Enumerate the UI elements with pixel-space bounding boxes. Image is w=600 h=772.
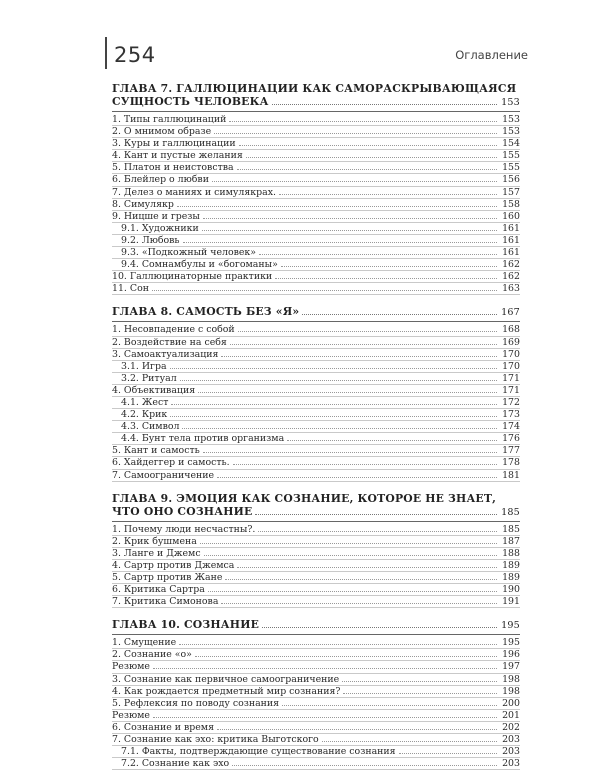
dot-leader <box>246 157 497 158</box>
entry-page-number: 187 <box>502 535 520 547</box>
entry-title: 4. Сартр против Джемса <box>112 559 235 571</box>
chapter-page-number: 195 <box>501 620 520 632</box>
section-entry[interactable] <box>112 596 520 608</box>
entry-title: 5. Кант и самость <box>112 445 200 457</box>
entry-title: 3. Ланге и Джемс <box>112 547 201 559</box>
chapter-title-row <box>112 618 520 632</box>
dot-leader <box>279 194 497 195</box>
dot-leader <box>203 218 497 219</box>
chapter-spacer <box>112 608 520 610</box>
dot-leader <box>221 356 497 357</box>
section-entry[interactable] <box>112 698 520 710</box>
dot-leader <box>170 416 497 417</box>
chapter-spacer <box>112 295 520 297</box>
entry-title: 1. Почему люди несчастны?. <box>112 523 256 535</box>
entry-page-number: 176 <box>502 433 520 445</box>
entry-page-number: 198 <box>502 673 520 685</box>
chapter-title-line: ЧТО ОНО СОЗНАНИЕ <box>112 504 253 518</box>
entry-page-number: 201 <box>502 709 520 721</box>
entry-title: 4.4. Бунт тела против организма <box>121 433 285 445</box>
dot-leader <box>237 169 497 170</box>
dot-leader <box>180 380 497 381</box>
entry-title: 4.3. Символ <box>121 421 180 433</box>
entry-title: 4.2. Крик <box>121 409 168 421</box>
entry-title: 6. Блейлер о любви <box>112 174 209 186</box>
entry-title: 9.4. Сомнамбулы и «богоманы» <box>121 259 278 271</box>
subsection-entry[interactable] <box>112 409 520 421</box>
dot-leader <box>171 404 497 405</box>
table-of-contents <box>112 75 520 772</box>
entry-title: 6. Критика Сартра <box>112 584 205 596</box>
section-entry[interactable] <box>112 524 520 536</box>
section-entry[interactable] <box>112 722 520 734</box>
entry-title: 6. Хайдеггер и самость. <box>112 457 230 469</box>
entry-page-number: 203 <box>502 758 520 770</box>
dot-leader <box>302 314 497 315</box>
section-entry[interactable] <box>112 445 520 457</box>
entry-title: Резюме <box>112 709 150 721</box>
dot-leader <box>342 681 497 682</box>
entry-page-number: 156 <box>502 174 520 186</box>
dot-leader <box>217 477 497 478</box>
header-vertical-rule <box>105 37 107 69</box>
chapter-rule <box>112 634 520 635</box>
entry-title: 2. Воздействие на себя <box>112 336 227 348</box>
section-entry[interactable] <box>112 271 520 283</box>
entry-title: 5. Сартр против Жане <box>112 572 223 583</box>
section-entry[interactable] <box>112 162 520 174</box>
entry-page-number: 158 <box>502 198 520 210</box>
entry-page-number: 163 <box>502 283 520 295</box>
entry-page-number: 157 <box>502 186 520 198</box>
dot-leader <box>170 368 498 369</box>
chapter-10 <box>112 615 520 772</box>
section-entry[interactable] <box>112 572 520 584</box>
section-entry[interactable] <box>112 584 520 596</box>
dot-leader <box>232 765 497 766</box>
dot-leader <box>214 133 497 134</box>
entry-page-number: 197 <box>502 661 520 673</box>
entry-title: 7.1. Факты, подтверждающие существование сознания <box>121 746 396 758</box>
entry-page-number: 198 <box>502 685 520 697</box>
chapter-title-row <box>112 95 520 109</box>
entry-title: 7. Делез о маниях и симулякрах. <box>112 186 276 198</box>
subsection-entry[interactable] <box>112 397 520 409</box>
section-entry[interactable] <box>112 734 520 746</box>
chapter-heading[interactable] <box>112 615 520 632</box>
entry-title: 11. Сон <box>112 283 149 295</box>
section-list <box>112 524 520 609</box>
chapter-7 <box>112 79 520 297</box>
subsection-entry[interactable] <box>112 259 520 271</box>
entry-page-number: 155 <box>502 162 520 174</box>
section-list <box>112 114 520 295</box>
section-entry[interactable] <box>112 536 520 548</box>
entry-title: 8. Симулякр <box>112 198 174 210</box>
chapter-title-line: СУЩНОСТЬ ЧЕЛОВЕКА <box>112 95 269 108</box>
entry-title: 3. Куры и галлюцинации <box>112 138 236 150</box>
chapter-page-number: 185 <box>501 506 520 518</box>
chapter-title-row <box>112 505 520 519</box>
section-entry[interactable] <box>112 138 520 150</box>
entry-title: 5. Платон и неистовства <box>112 162 234 174</box>
entry-title: 9.2. Любовь <box>121 234 180 246</box>
entry-title: 2. Крик бушмена <box>112 535 197 547</box>
entry-title: 7.2. Сознание как эхо <box>121 758 230 770</box>
entry-title: 4. Кант и пустые желания <box>112 150 243 162</box>
dot-leader <box>275 278 497 279</box>
section-entry[interactable] <box>112 126 520 138</box>
dot-leader <box>202 230 497 231</box>
dot-leader <box>179 644 497 645</box>
entry-title: 7. Критика Симонова <box>112 596 219 608</box>
section-entry[interactable] <box>112 649 520 661</box>
dot-leader <box>233 464 497 465</box>
dot-leader <box>198 392 497 393</box>
section-entry[interactable] <box>112 211 520 223</box>
section-list <box>112 637 520 770</box>
entry-title: 9.3. «Подкожный человек» <box>121 247 257 259</box>
dot-leader <box>177 206 497 207</box>
dot-leader <box>182 428 497 429</box>
section-entry[interactable] <box>112 470 520 482</box>
entry-page-number: 160 <box>502 210 520 222</box>
section-list <box>112 324 520 481</box>
entry-page-number: 172 <box>502 396 520 408</box>
entry-page-number: 203 <box>502 734 520 746</box>
dot-leader <box>152 290 497 291</box>
entry-page-number: 169 <box>502 336 520 348</box>
entry-page-number: 161 <box>502 234 520 246</box>
entry-page-number: 173 <box>502 409 520 421</box>
entry-title: 7. Самоограничение <box>112 469 215 481</box>
running-title: Оглавление <box>455 48 528 62</box>
entry-title: 2. Сознание «о» <box>112 649 192 661</box>
chapter-title-line: ГЛАВА 10. СОЗНАНИЕ <box>112 618 260 632</box>
dot-leader <box>258 531 497 532</box>
section-entry[interactable] <box>112 385 520 397</box>
entry-title: 4. Объективация <box>112 384 196 396</box>
entry-page-number: 196 <box>502 649 520 661</box>
chapter-title-line: ГЛАВА 9. ЭМОЦИЯ КАК СОЗНАНИЕ, КОТОРОЕ НЕ ЗНАЕТ, <box>112 491 497 505</box>
dot-leader <box>208 591 497 592</box>
dot-leader <box>255 514 497 515</box>
subsection-entry[interactable] <box>112 223 520 235</box>
chapter-9 <box>112 489 520 611</box>
subsection-entry[interactable] <box>112 247 520 259</box>
entry-page-number: 161 <box>502 222 520 234</box>
dot-leader <box>282 705 497 706</box>
chapter-heading[interactable] <box>112 489 520 519</box>
entry-page-number: 200 <box>502 697 520 709</box>
chapter-heading[interactable] <box>112 79 520 109</box>
entry-page-number: 154 <box>502 138 520 150</box>
entry-title: 1. Типы галлюцинаций <box>112 114 227 125</box>
dot-leader <box>399 753 498 754</box>
page-header <box>100 35 530 75</box>
entry-page-number: 195 <box>502 637 520 649</box>
entry-page-number: 174 <box>502 421 520 433</box>
entry-page-number: 171 <box>502 384 520 396</box>
subsection-entry[interactable] <box>112 433 520 445</box>
chapter-rule <box>112 111 520 112</box>
entry-page-number: 189 <box>502 572 520 583</box>
chapter-rule <box>112 521 520 522</box>
section-entry[interactable] <box>112 560 520 572</box>
dot-leader <box>259 254 497 255</box>
dot-leader <box>272 104 497 105</box>
subsection-entry[interactable] <box>112 758 520 770</box>
dot-leader <box>153 668 497 669</box>
entry-title: 2. О мнимом образе <box>112 126 212 138</box>
entry-page-number: 162 <box>502 271 520 283</box>
entry-page-number: 162 <box>502 259 520 271</box>
dot-leader <box>239 145 498 146</box>
section-entry[interactable] <box>112 710 520 722</box>
entry-title: 3.2. Ритуал <box>121 372 177 384</box>
entry-title: 5. Рефлексия по поводу сознания <box>112 697 280 709</box>
chapter-title-row <box>112 305 520 319</box>
dot-leader <box>183 242 498 243</box>
subsection-entry[interactable] <box>112 235 520 247</box>
dot-leader <box>212 181 497 182</box>
section-entry[interactable] <box>112 548 520 560</box>
chapter-page-number: 167 <box>501 307 520 319</box>
entry-page-number: 202 <box>502 721 520 733</box>
entry-page-number: 185 <box>502 523 520 535</box>
entry-title: 10. Галлюцинаторные практики <box>112 271 273 283</box>
dot-leader <box>200 543 497 544</box>
entry-title: 1. Несовпадение с собой <box>112 324 235 336</box>
entry-page-number: 155 <box>502 150 520 162</box>
entry-page-number: 177 <box>502 445 520 457</box>
section-entry[interactable] <box>112 337 520 349</box>
entry-title: 3.1. Игра <box>121 360 167 372</box>
dot-leader <box>217 729 497 730</box>
entry-title: 4. Как рождается предметный мир сознания? <box>112 685 341 697</box>
section-entry[interactable] <box>112 174 520 186</box>
section-entry[interactable] <box>112 661 520 673</box>
entry-page-number: 171 <box>502 372 520 384</box>
section-entry[interactable] <box>112 349 520 361</box>
entry-page-number: 153 <box>502 114 520 125</box>
entry-page-number: 170 <box>502 348 520 360</box>
chapter-title-line: ГЛАВА 7. ГАЛЛЮЦИНАЦИИ КАК САМОРАСКРЫВАЮЩАЯСЯ <box>112 82 517 95</box>
section-entry[interactable] <box>112 283 520 295</box>
entry-title: 7. Сознание как эхо: критика Выготского <box>112 734 319 746</box>
entry-title: Резюме <box>112 661 150 673</box>
entry-title: 3. Самоактуализация <box>112 348 219 360</box>
entry-page-number: 168 <box>502 324 520 336</box>
page-number: 254 <box>114 43 156 67</box>
entry-page-number: 190 <box>502 584 520 596</box>
dot-leader <box>229 121 497 122</box>
dot-leader <box>281 266 497 267</box>
entry-title: 4.1. Жест <box>121 396 169 408</box>
entry-page-number: 181 <box>502 469 520 481</box>
dot-leader <box>343 693 497 694</box>
section-entry[interactable] <box>112 637 520 649</box>
entry-title: 6. Сознание и время <box>112 721 214 733</box>
dot-leader <box>322 741 497 742</box>
chapter-heading[interactable] <box>112 302 520 319</box>
entry-title: 3. Сознание как первичное самоограничение <box>112 673 340 685</box>
subsection-entry[interactable] <box>112 746 520 758</box>
chapter-rule <box>112 321 520 322</box>
dot-leader <box>153 717 497 718</box>
chapter-8 <box>112 302 520 483</box>
dot-leader <box>238 331 497 332</box>
dot-leader <box>237 567 497 568</box>
section-entry[interactable] <box>112 199 520 211</box>
dot-leader <box>221 603 497 604</box>
dot-leader <box>262 627 497 628</box>
subsection-entry[interactable] <box>112 421 520 433</box>
chapter-spacer <box>112 482 520 484</box>
entry-page-number: 178 <box>502 457 520 469</box>
section-entry[interactable] <box>112 674 520 686</box>
dot-leader <box>195 656 497 657</box>
chapter-page-number: 153 <box>501 97 520 108</box>
entry-page-number: 203 <box>502 746 520 758</box>
entry-title: 9. Ницше и грезы <box>112 210 200 222</box>
entry-page-number: 189 <box>502 559 520 571</box>
entry-page-number: 188 <box>502 547 520 559</box>
entry-title: 9.1. Художники <box>121 222 199 234</box>
chapter-title-line: ГЛАВА 8. САМОСТЬ БЕЗ «Я» <box>112 305 300 319</box>
dot-leader <box>225 579 497 580</box>
section-entry[interactable] <box>112 114 520 126</box>
subsection-entry[interactable] <box>112 373 520 385</box>
entry-page-number: 170 <box>502 360 520 372</box>
subsection-entry[interactable] <box>112 361 520 373</box>
section-entry[interactable] <box>112 150 520 162</box>
section-entry[interactable] <box>112 686 520 698</box>
dot-leader <box>230 344 497 345</box>
entry-page-number: 161 <box>502 247 520 259</box>
entry-page-number: 153 <box>502 126 520 138</box>
section-entry[interactable] <box>112 457 520 469</box>
dot-leader <box>204 555 498 556</box>
dot-leader <box>203 452 497 453</box>
section-entry[interactable] <box>112 187 520 199</box>
entry-page-number: 191 <box>502 596 520 608</box>
entry-title: 1. Смущение <box>112 637 177 649</box>
dot-leader <box>287 440 497 441</box>
section-entry[interactable] <box>112 324 520 336</box>
